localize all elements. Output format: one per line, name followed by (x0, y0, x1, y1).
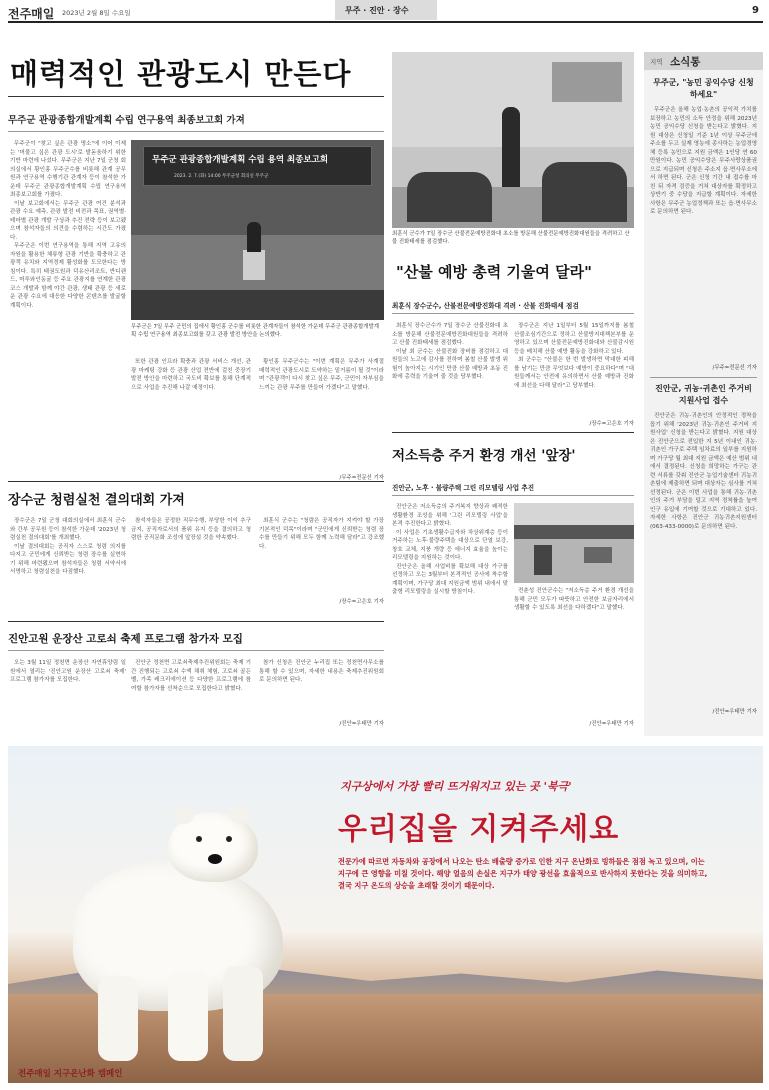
polar-bear-eye (196, 836, 202, 842)
mountain-photo-banner (552, 62, 622, 102)
polar-bear-ear (230, 806, 250, 824)
lead-paragraph: 황인홍 무주군수는 "이번 계획은 무주가 사계절 매력적인 관광도시로 도약하는 밑거름이 될 것"이라며 "관광객이 다시 찾고 싶은 무주, 군민이 자부심을 느끼는 관광 무주를 만들어 가겠다"고 말했다. (259, 359, 384, 391)
housing-photo-roof (514, 525, 634, 539)
lead-headline: 매력적인 관광도시 만든다 (10, 57, 352, 91)
mountain-sub-rule (392, 313, 634, 314)
housing-subhead: 진안군, 노후 · 불량주택 그린 리모델링 사업 추진 (392, 484, 535, 492)
polar-bear-leg (168, 971, 208, 1061)
integrity-paragraph: 이날 결의대회는 공직자 스스로 청렴 의지를 다지고 군민에게 신뢰받는 청렴 장수를 실현하기 위해 마련됐으며 참석자들은 청렴 서약서에 서명하고 청렴실천을 다짐했다. (10, 543, 126, 575)
integrity-body-col3 (259, 517, 384, 595)
lead-photo-banner-sub: 2023. 2. 7.(화) 14:00 무주군청 회의실 무주군 (174, 174, 269, 179)
housing-top-rule (392, 432, 634, 433)
mountain-photo-crew (407, 172, 492, 222)
sidebar-header (644, 52, 763, 70)
housing-photo-door (534, 545, 552, 575)
ad-campaign (8, 746, 763, 1083)
integrity-paragraph: 참석자들은 공정한 직무수행, 부당한 이익 추구 금지, 공직자로서의 품위 유지 등을 결의하고 청렴한 공직문화 조성에 앞장설 것을 약속했다. (131, 518, 251, 541)
lead-byline: /무주=전문선 기자 (339, 475, 384, 481)
sidebar-news1-body (650, 106, 757, 360)
polar-bear-leg (98, 976, 138, 1061)
sidebar-news1-paragraph: 무주군은 올해 농업·농촌의 공익적 가치를 보장하고 농민의 소득 안정을 위해 2023년 농민 공익수당 신청을 받는다고 밝혔다. 지원 대상은 신청일 기준 1년 이상 무주군에 주소를 두고 실제 영농에 종사하는 농업경영체 등록 농민으로 지원 금액은 1인당 연 60만원이다. 농민 공익수당은 무주사랑상품권으로 지급되며 신청은 주소지 읍·면사무소에서 하면 된다. 군은 신청 기간 내 접수를 마친 뒤 자격 검증을 거쳐 대상자를 확정하고 상반기 중 수당을 지급할 계획이다. 자세한 사항은 무주군 농업정책과 또는 읍·면사무소로 문의하면 된다. (650, 107, 757, 215)
sidebar-news2-paragraph: 진안군은 귀농·귀촌인의 안정적인 정착을 돕기 위해 '2023년 귀농·귀촌인 주거비 지원사업' 신청을 받는다고 밝혔다. 지원 대상은 진안군으로 전입한 지 5년 이내인 귀농·귀촌인 가구로 주택 임차료의 일부를 지원하며 가구당 월 최대 지원 금액은 예산 범위 내에서 결정된다. 신청을 희망하는 가구는 관련 서류를 갖춰 진안군 농업기술센터 귀농귀촌팀에 제출하면 되며 대상자는 심사를 거쳐 선정된다. 군은 이번 사업을 통해 귀농·귀촌인의 주거 부담을 덜고 지역 정착률을 높여 인구 유입에 기여할 것으로 기대하고 있다. 자세한 사항은 진안군 귀농귀촌지원센터(063-433-0000)로 문의하면 된다. (650, 413, 757, 530)
housing-photo-window (584, 547, 612, 563)
lead-body-col2 (131, 358, 251, 483)
festival-paragraph: 진안군 정천면 고로쇠축제추진위원회는 축제 기간 진행되는 고로쇠 수액 채취 체험, 고로쇠 골든벨, 가족 레크리에이션 등 다양한 프로그램에 참여할 참가자를 선착순으로 모집한다고 밝혔다. (131, 660, 251, 692)
lead-paragraph: 무주군이 "찾고 싶은 관광 명소"에 이어 이제는 '머물고 싶은 관광 도시'로 발돋움하기 위한 기반 마련에 나섰다. 무주군은 지난 7일 군청 회의실에서 황인홍 무주군수를 비롯해 관계 공무원과 연구용역 수행기관 관계자 등이 참석한 가운데 무주군 관광종합개발계획 수립 연구용역 최종보고회를 가졌다. (10, 141, 126, 198)
lead-paragraph: 또한 관광 인프라 확충과 관광 서비스 개선, 관광 마케팅 강화 등 관광 산업 전반에 걸친 중장기 발전 방안을 마련하고 국도비 확보를 통해 단계적으로 사업을 추진해 나갈 예정이다. (131, 359, 251, 391)
paper-name: 전주매일 (8, 7, 55, 21)
mountain-body-col1 (392, 322, 508, 432)
festival-byline: /진안=우태만 기자 (339, 721, 384, 727)
integrity-body-col1 (10, 517, 126, 617)
sidebar-news2-byline: /진안=우태만 기자 (712, 709, 757, 715)
housing-paragraph: 진안군은 올해 사업비를 확보해 대상 가구를 선정하고 오는 3월부터 본격적인 공사에 착수할 계획이며, 가구당 최대 지원금액 범위 내에서 맞춤형 리모델링을 실시할 방침이다. (392, 563, 508, 595)
housing-body-col2 (514, 587, 634, 719)
sidebar-news2-body (650, 412, 757, 705)
housing-sub-rule (392, 495, 634, 496)
ad-footer: 전주매일 지구온난화 캠페인 (18, 1069, 123, 1079)
section-tab (335, 0, 437, 20)
lead-photo-banner (143, 146, 372, 186)
polar-bear-nose (208, 854, 222, 864)
festival-top-rule (8, 621, 384, 622)
lead-paragraph: 무주군은 이번 연구용역을 통해 지역 고유의 자원을 활용한 체류형 관광 기반을 확충하고 관광객 유치와 지역경제 활성화를 도모한다는 방침이다. 특히 태권도원과 덕유산리조트, 반디랜드, 머루와인동굴 등 주요 관광지를 연계한 관광 코스 개발과 함께 야간 관광, 생태 관광 등 새로운 관광 수요에 대응한 다양한 콘텐츠를 발굴할 계획이다. (10, 243, 126, 309)
integrity-paragraph: 최훈식 군수는 "청렴은 공직자가 지켜야 할 가장 기본적인 덕목"이라며 "군민에게 신뢰받는 청렴 장수를 만들기 위해 모두 함께 노력해 달라"고 강조했다. (259, 518, 384, 550)
lead-body-col1 (10, 140, 126, 482)
sidebar-news1-byline: /무주=전문선 기자 (712, 365, 757, 371)
housing-body-col1 (392, 503, 508, 725)
festival-paragraph: 오는 3월 11일 정천면 운장산 자연휴양림 일원에서 열리는 '진안고원 운장산 고로쇠 축제' 프로그램 참가자를 모집한다. (10, 660, 126, 683)
festival-body-col1 (10, 659, 126, 729)
integrity-top-rule (8, 481, 384, 482)
housing-photo (514, 503, 634, 583)
page-number: 9 (752, 5, 759, 16)
lead-headline-rule (8, 96, 384, 97)
lead-photo-speaker (247, 222, 261, 252)
ad-headline: 우리집을 지켜주세요 (338, 812, 620, 847)
integrity-paragraph: 장수군은 7일 군청 대회의실에서 최훈식 군수와 간부 공무원 등이 참석한 가운데 '2023년 청렴실천 결의대회'를 개최했다. (10, 518, 126, 541)
polar-bear-ear (174, 806, 194, 824)
lead-body-col3 (259, 358, 384, 473)
polar-bear-image (18, 806, 328, 1076)
ad-body: 전문가에 따르면 자동차와 공장에서 나오는 탄소 배출량 증가로 인한 지구 온난화로 빙하들은 점점 녹고 있으며, 이는 지구에 큰 영향을 미칠 것이다. 해양 얼음의 손실은 지구가 태양 광선을 효율적으로 반사하지 못한다는 것을 의미하고, 결국 지구 온도의 상승을 초래할 것이기 때문이다. (338, 857, 708, 890)
issue-date: 2023년 2월 8일 수요일 (62, 9, 131, 17)
festival-headline: 진안고원 운장산 고로쇠 축제 프로그램 참가자 모집 (8, 633, 243, 645)
integrity-body-col2 (131, 517, 251, 617)
mountain-paragraph: 최 군수는 "산불은 한 번 발생하면 막대한 피해를 남기는 만큼 무엇보다 예방이 중요하다"며 "대원들께서는 안전에 유의하면서 산불 예방과 진화에 최선을 다해 달라"고 당부했다. (514, 357, 634, 389)
mountain-headline: "산불 예방 총력 기울여 달라" (396, 263, 592, 281)
housing-photo-wall (514, 539, 634, 583)
ad-kicker: 지구상에서 가장 빨리 뜨거워지고 있는 곳 '북극' (340, 780, 572, 793)
housing-paragraph: 전춘성 진안군수는 "저소득층 주거 환경 개선을 통해 군민 모두가 따뜻하고 안전한 보금자리에서 생활할 수 있도록 최선을 다하겠다"고 말했다. (514, 588, 634, 611)
mountain-byline: /장수=고은호 기자 (589, 421, 634, 427)
lead-photo-audience (131, 290, 384, 320)
housing-byline: /진안=우태만 기자 (589, 721, 634, 727)
festival-headline-rule (8, 650, 384, 651)
lead-paragraph: 이날 보고회에서는 무주군 관광 여건 분석과 관광 수요 예측, 관광 발전 비전과 목표, 권역별·테마별 관광 개발 구상과 추진 전략 등이 보고됐으며 참석자들의 의견을 수렴하는 시간도 가졌다. (10, 200, 126, 241)
mountain-subhead: 최훈식 장수군수, 산불전문예방진화대 격려 · 산불 진화태세 점검 (392, 302, 579, 310)
mountain-paragraph: 이날 최 군수는 산불진화 장비를 점검하고 대원들의 노고에 감사를 전하며 봄철 산불 발생 위험이 높아지는 시기인 만큼 산불 예방과 초동 진화에 총력을 기울여 줄 것을 당부했다. (392, 348, 508, 380)
mountain-body-col2 (514, 322, 634, 420)
sidebar-divider (650, 377, 757, 378)
lead-photo (131, 140, 384, 320)
festival-body-col2 (131, 659, 251, 729)
polar-bear-leg (223, 966, 263, 1061)
mountain-paragraph: 장수군은 지난 1일부터 5월 15일까지를 봄철 산불조심기간으로 정하고 산불방지대책본부를 운영하고 있으며 산불전문예방진화대와 산불감시원 등을 배치해 산불 예방 활동을 강화하고 있다. (514, 323, 634, 355)
housing-headline: 저소득층 주거 환경 개선 '앞장' (392, 448, 576, 464)
lead-subhead: 무주군 관광종합개발계획 수립 연구용역 최종보고회 가져 (8, 115, 245, 126)
mountain-photo-person (502, 107, 520, 187)
mountain-paragraph: 최훈식 장수군수가 7일 장수군 산불진화대 초소를 방문해 산불전문예방진화대원들을 격려하고 산불 진화태세를 점검했다. (392, 323, 508, 346)
section-label: 무주 · 진안 · 장수 (345, 6, 409, 15)
mountain-photo (392, 52, 634, 228)
sidebar-news2-title: 진안군, 귀농·귀촌인 주거비 지원사업 접수 (655, 384, 752, 405)
sidebar-header-title: 소식통 (670, 56, 701, 68)
lead-photo-banner-title: 무주군 관광종합개발계획 수립 용역 최종보고회 (152, 155, 329, 165)
masthead-rule (8, 21, 763, 23)
sidebar-news1-title: 무주군, "농민 공익수당 신청하세요" (653, 78, 754, 99)
sidebar-header-label: 지역 (650, 58, 663, 66)
lead-photo-caption: 무주군은 7일 무주 군민의 집에서 황인홍 군수를 비롯한 관계자들이 참석한 가운데 무주군 관광종합개발계획 수립 연구용역 최종보고회를 갖고 관광 발전 방안을 논의했다. (131, 324, 379, 338)
lead-sub-rule (8, 131, 384, 132)
festival-paragraph: 참가 신청은 진안군 누리집 또는 정천면사무소를 통해 할 수 있으며, 자세한 내용은 축제추진위원회로 문의하면 된다. (259, 660, 384, 683)
housing-paragraph: 진안군은 저소득층의 주거복지 향상과 쾌적한 생활환경 조성을 위해 '그린 리모델링 사업'을 본격 추진한다고 밝혔다. (392, 504, 508, 527)
integrity-headline: 장수군 청렴실천 결의대회 가져 (8, 493, 185, 508)
integrity-byline: /장수=고은호 기자 (339, 599, 384, 605)
housing-paragraph: 이 사업은 기초생활수급자와 차상위계층 등이 거주하는 노후·불량주택을 대상으로 단열 보강, 창호 교체, 지붕 개량 등 에너지 효율을 높이는 리모델링을 지원하는 것이다. (392, 529, 508, 561)
lead-photo-podium (243, 250, 265, 280)
polar-bear-eye (226, 836, 232, 842)
mountain-photo-caption: 최훈식 군수가 7일 장수군 산불전문예방진화대 초소를 방문해 산불전문예방진화대원들을 격려하고 산불 진화태세를 점검했다. (392, 231, 630, 245)
mountain-photo-crew (542, 162, 627, 222)
festival-body-col3 (259, 659, 384, 715)
